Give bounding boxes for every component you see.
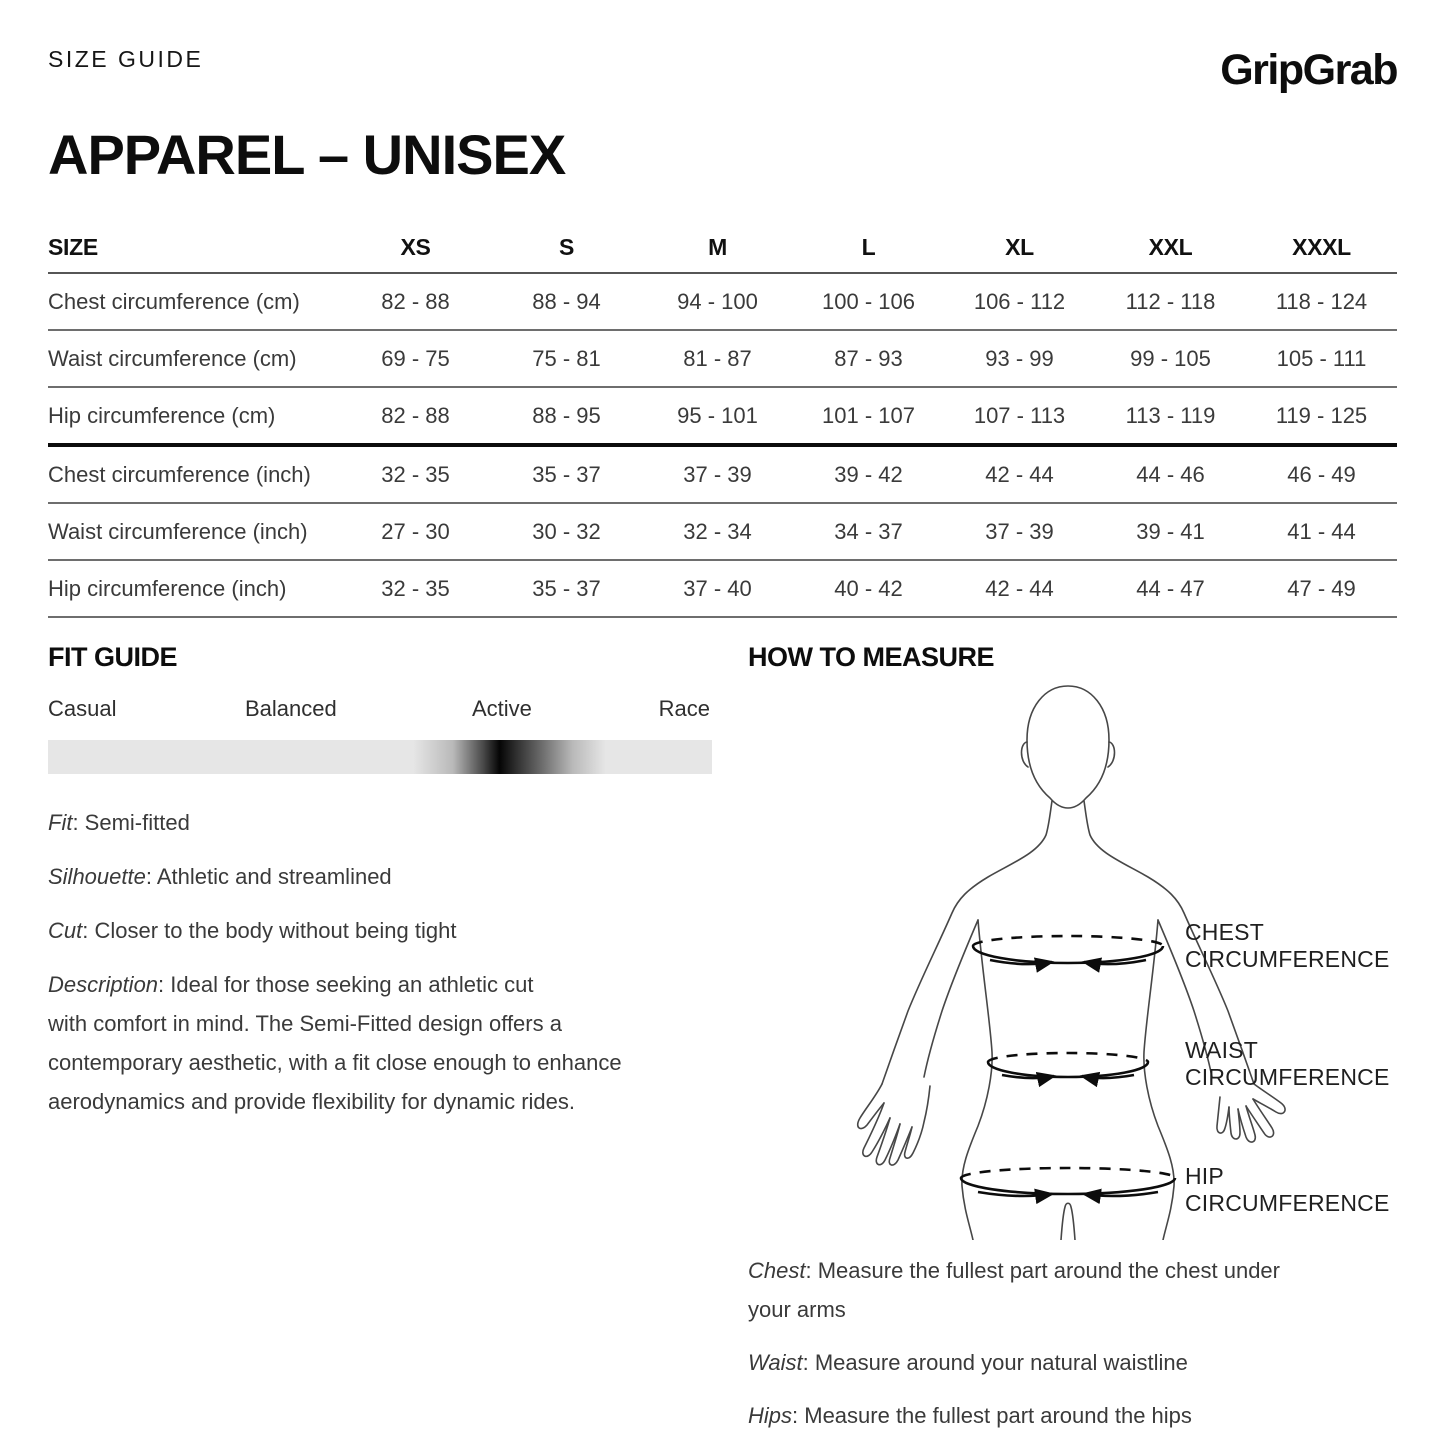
- table-row: [48, 504, 1397, 561]
- document-eyebrow: SIZE GUIDE: [48, 46, 204, 72]
- label-line: CIRCUMFERENCE: [1185, 946, 1390, 972]
- measure-instruction-waist: [748, 1343, 1293, 1382]
- fit-guide-title: FIT GUIDE: [48, 642, 177, 672]
- table-row: [48, 561, 1397, 618]
- table-cell: 44 - 47: [1136, 575, 1205, 601]
- column-header: L: [861, 233, 876, 260]
- table-row: [48, 274, 1397, 331]
- instruction-text: : Measure the fullest part around the hips: [792, 1403, 1192, 1428]
- table-cell: 39 - 41: [1136, 518, 1205, 544]
- table-cell: 94 - 100: [677, 288, 758, 314]
- fit-detail-line: [48, 803, 708, 842]
- row-label: Hip circumference (inch): [48, 575, 287, 601]
- table-cell: 46 - 49: [1287, 461, 1356, 487]
- table-cell: 32 - 35: [381, 575, 450, 601]
- column-header: XXXL: [1292, 233, 1351, 260]
- instruction-text: : Measure the fullest part around the chest under your arms: [748, 1258, 1280, 1322]
- table-cell: 35 - 37: [532, 461, 601, 487]
- table-cell: 82 - 88: [381, 288, 450, 314]
- table-cell: 118 - 124: [1275, 288, 1368, 314]
- instruction-label: Waist: [748, 1350, 803, 1375]
- table-cell: 100 - 106: [822, 288, 915, 314]
- fit-scale-label-balanced: Balanced: [245, 696, 337, 721]
- table-cell: 88 - 94: [532, 288, 601, 314]
- table-cell: 42 - 44: [985, 461, 1054, 487]
- table-cell: 35 - 37: [532, 575, 601, 601]
- column-header: XL: [1005, 233, 1034, 260]
- table-cell: 30 - 32: [532, 518, 601, 544]
- instruction-text: : Measure around your natural waistline: [802, 1350, 1188, 1375]
- table-cell: 113 - 119: [1125, 402, 1216, 428]
- row-label: Hip circumference (cm): [48, 402, 276, 428]
- table-cell: 105 - 111: [1276, 345, 1367, 371]
- table-cell: 99 - 105: [1130, 345, 1211, 371]
- table-cell: 47 - 49: [1287, 575, 1356, 601]
- table-cell: 42 - 44: [985, 575, 1054, 601]
- table-cell: 69 - 75: [381, 345, 450, 371]
- fit-description-line: aerodynamics and provide flexibility for dynamic rides.: [48, 1089, 576, 1114]
- table-row: [48, 331, 1397, 388]
- fit-detail-label: Description: [48, 972, 159, 997]
- table-cell: 81 - 87: [683, 345, 752, 371]
- table-cell: 88 - 95: [532, 402, 601, 428]
- measure-instructions: [748, 1251, 1293, 1445]
- gripgrab-logo: GripGrab: [1220, 46, 1397, 94]
- table-row: [48, 447, 1397, 504]
- label-line: CIRCUMFERENCE: [1185, 1064, 1390, 1090]
- fit-scale-labels: [48, 696, 712, 724]
- table-cell: 95 - 101: [677, 402, 758, 428]
- fit-detail-text: : Athletic and streamlined: [145, 864, 392, 889]
- fit-detail-text: : Closer to the body without being tight: [82, 918, 457, 943]
- fit-detail-line: [48, 911, 708, 950]
- fit-details: [48, 803, 708, 1121]
- row-label: Waist circumference (cm): [48, 345, 297, 371]
- fit-detail-label: Cut: [48, 918, 83, 943]
- table-cell: 75 - 81: [532, 345, 601, 371]
- table-cell: 39 - 42: [834, 461, 903, 487]
- fit-detail-text: : Ideal for those seeking an athletic cut: [158, 972, 534, 997]
- table-cell: 32 - 34: [683, 518, 752, 544]
- table-cell: 27 - 30: [381, 518, 450, 544]
- column-header: SIZE: [48, 233, 98, 260]
- table-cell: 37 - 39: [683, 461, 752, 487]
- table-cell: 44 - 46: [1136, 461, 1205, 487]
- row-label: Waist circumference (inch): [48, 518, 308, 544]
- table-cell: 101 - 107: [822, 402, 915, 428]
- table-cell: 41 - 44: [1287, 518, 1356, 544]
- table-row: [48, 388, 1397, 447]
- fit-scale-gradient-bar: [48, 740, 712, 774]
- column-header: M: [708, 233, 727, 260]
- row-label: Chest circumference (inch): [48, 461, 311, 487]
- fit-detail-label: Silhouette: [48, 864, 146, 889]
- column-header: XS: [400, 233, 431, 260]
- column-header: S: [558, 233, 575, 260]
- size-table: [48, 222, 1397, 618]
- instruction-label: Chest: [748, 1258, 806, 1283]
- page-title: APPAREL – UNISEX: [48, 123, 566, 186]
- table-cell: 87 - 93: [834, 345, 903, 371]
- fit-scale-label-race: Race: [658, 696, 710, 721]
- waist-circumference-label: [1185, 1037, 1390, 1091]
- table-cell: 112 - 118: [1125, 288, 1216, 314]
- measure-instruction-chest: [748, 1251, 1293, 1329]
- table-cell: 119 - 125: [1275, 402, 1368, 428]
- table-cell: 37 - 40: [683, 575, 752, 601]
- hip-circumference-label: [1185, 1163, 1390, 1217]
- fit-detail-line: [48, 857, 708, 896]
- label-line: HIP: [1185, 1163, 1224, 1189]
- table-cell: 106 - 112: [973, 288, 1066, 314]
- table-cell: 107 - 113: [973, 402, 1066, 428]
- measure-instruction-hips: [748, 1396, 1293, 1435]
- how-to-measure-title: HOW TO MEASURE: [748, 642, 995, 672]
- table-cell: 40 - 42: [834, 575, 903, 601]
- fit-detail-label: Fit: [48, 810, 73, 835]
- fit-description-line: with comfort in mind. The Semi-Fitted design offers a: [48, 1011, 562, 1036]
- table-cell: 34 - 37: [834, 518, 903, 544]
- fit-description-line: contemporary aesthetic, with a fit close enough to enhance: [48, 1050, 622, 1075]
- instruction-label: Hips: [748, 1403, 793, 1428]
- row-label: Chest circumference (cm): [48, 288, 300, 314]
- label-line: CIRCUMFERENCE: [1185, 1190, 1390, 1216]
- fit-description: [48, 965, 708, 1121]
- table-cell: 32 - 35: [381, 461, 450, 487]
- hip-measure-band: [961, 1168, 1175, 1196]
- waist-measure-band: [988, 1053, 1148, 1078]
- table-cell: 37 - 39: [985, 518, 1054, 544]
- label-line: CHEST: [1185, 919, 1264, 945]
- fit-scale-label-active: Active: [472, 696, 532, 721]
- fit-detail-text: : Semi-fitted: [72, 810, 190, 835]
- chest-circumference-label: [1185, 919, 1390, 973]
- table-cell: 82 - 88: [381, 402, 450, 428]
- label-line: WAIST: [1185, 1037, 1258, 1063]
- chest-measure-band: [973, 936, 1163, 964]
- table-cell: 93 - 99: [985, 345, 1054, 371]
- fit-scale-label-casual: Casual: [48, 696, 117, 721]
- column-header: XXL: [1148, 233, 1193, 260]
- size-table-header-row: [48, 222, 1397, 274]
